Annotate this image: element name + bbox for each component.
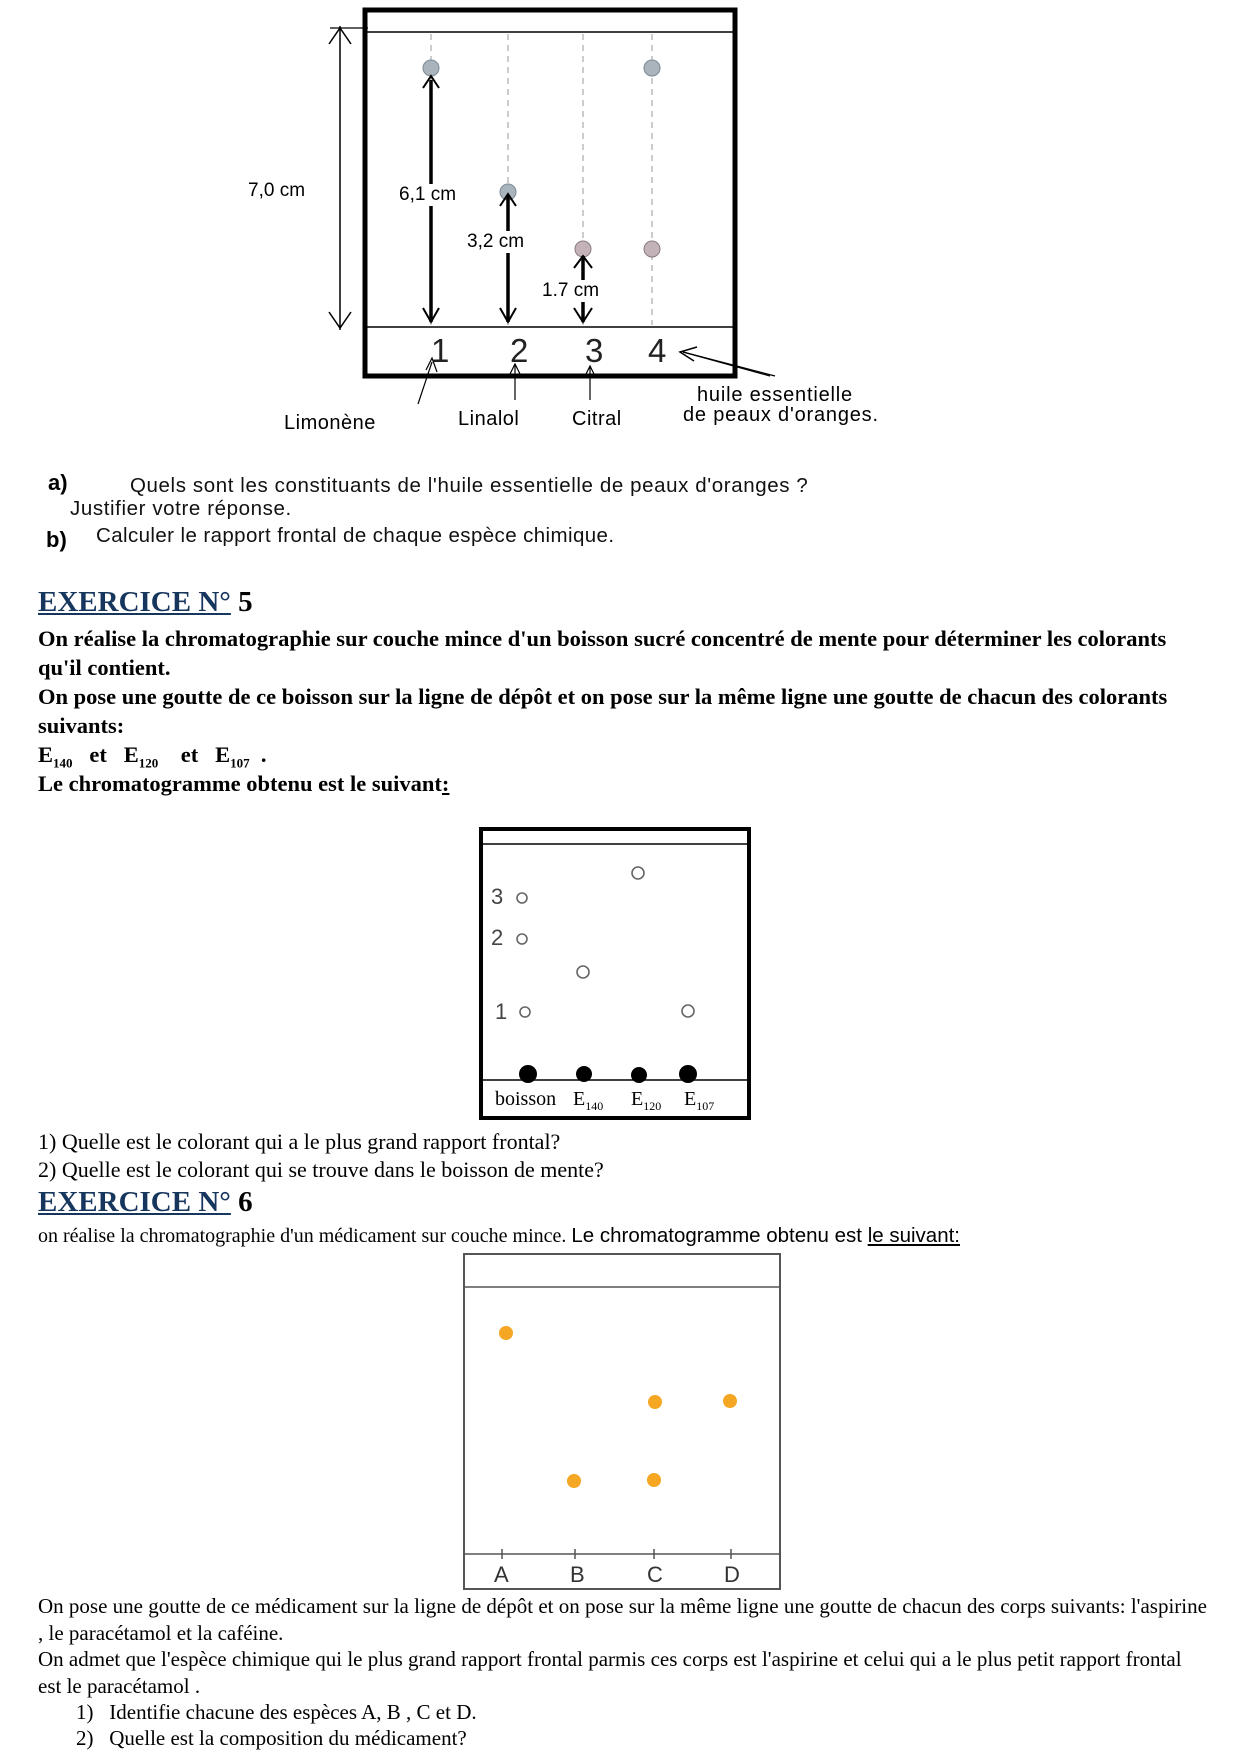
spot-limonene — [423, 60, 439, 76]
spot-oil-low — [644, 241, 660, 257]
lane-c: C — [647, 1562, 663, 1587]
chromatogram-boisson — [478, 826, 754, 1122]
ex6-question-1: 1) Identifie chacune des espèces A, B , C et D. — [76, 1700, 477, 1724]
spot-a — [499, 1326, 513, 1340]
lane-number-1: 1 — [431, 332, 450, 369]
ex5-paragraph-3: Le chromatogramme obtenu est le suivant: — [38, 771, 450, 796]
lane-label-e140: $E_{140}$ — [573, 1088, 604, 1113]
ex6-question-2: 2) Quelle est la composition du médicament? — [76, 1726, 467, 1750]
lane-b: B — [570, 1562, 585, 1587]
distance-total: 7,0 cm — [248, 180, 306, 201]
chromatogram-medicament — [463, 1253, 783, 1591]
distance-linalol: 3,2 cm — [467, 231, 525, 252]
ex5-title-number: 5 — [238, 586, 253, 618]
lane-label-e107: $E_{107}$ — [684, 1088, 715, 1113]
spot-label-3: 3 — [491, 884, 504, 909]
ex6-title-label: EXERCICE N° — [38, 1186, 231, 1218]
chromatogram-oranges — [0, 0, 1240, 440]
distance-limonene: 6,1 cm — [399, 184, 457, 205]
lane-label-boisson: boisson — [495, 1088, 557, 1110]
ex6-paragraph-2: On admet que l'espèce chimique qui le plus grand rapport frontal parmis ces corps est l'aspirine et celui qui a le plus petit rapport frontal est le paracétamol . — [38, 1647, 1182, 1698]
ex5-paragraph-1: On réalise la chromatographie sur couche mince d'un boisson sucré concentré de mente pour déterminer les colorants qu'il contient. — [38, 626, 1167, 680]
ex5-paragraph-2: On pose une goutte de ce boisson sur la ligne de dépôt et on pose sur la même ligne une goutte de chacun des colorants suivants: — [38, 684, 1168, 738]
lane-number-2: 2 — [510, 332, 529, 369]
question-a-label: a) — [48, 470, 68, 495]
spot-b — [567, 1474, 581, 1488]
ex6-title — [38, 1186, 253, 1219]
ex5-title — [38, 586, 253, 619]
spot-d — [723, 1394, 737, 1408]
ex5-question-2: 2) Quelle est le colorant qui se trouve dans le boisson de mente? — [38, 1157, 604, 1182]
spot-oil-top — [644, 60, 660, 76]
lane-d: D — [724, 1562, 740, 1587]
question-a-line1: Quels sont les constituants de l'huile essentielle de peaux d'oranges ? — [130, 474, 809, 497]
lane-number-4: 4 — [648, 332, 667, 369]
ex5-title-label: EXERCICE N° — [38, 586, 231, 618]
lane-a: A — [494, 1562, 509, 1587]
question-a-line2: Justifier votre réponse. — [70, 497, 292, 520]
distance-citral: 1.7 cm — [542, 280, 600, 301]
ex5-colorants: $E_{140}$ et $E_{120}$ et $E_{107}$ . — [38, 742, 267, 771]
deposit-boisson — [519, 1065, 537, 1083]
spot-label-2: 2 — [491, 925, 504, 950]
spot-label-1: 1 — [495, 999, 508, 1024]
ex6-paragraph-1: On pose une goutte de ce médicament sur la ligne de dépôt et on pose sur la même ligne une goutte de chacun des corps suivants: l'aspirine , le paracétamol et la caféine. — [38, 1594, 1207, 1645]
ex6-intro: on réalise la chromatographie d'un médicament sur couche mince. Le chromatogramme obtenu est le suivant: — [38, 1224, 960, 1247]
spot-c-upper — [648, 1395, 662, 1409]
label-citral: Citral — [572, 408, 622, 430]
lane-label-e120: $E_{120}$ — [631, 1088, 662, 1113]
deposit-e107 — [679, 1065, 697, 1083]
label-linalol: Linalol — [458, 408, 520, 430]
label-oil-line2: de peaux d'oranges. — [683, 404, 879, 426]
ex6-title-number: 6 — [238, 1186, 253, 1218]
label-oil-line1: huile essentielle — [697, 384, 853, 406]
label-limonene: Limonène — [284, 412, 376, 434]
question-b-text: Calculer le rapport frontal de chaque espèce chimique. — [96, 524, 615, 547]
question-b-label: b) — [46, 527, 67, 552]
spot-c-lower — [647, 1473, 661, 1487]
ex5-question-1: 1) Quelle est le colorant qui a le plus grand rapport frontal? — [38, 1129, 561, 1154]
lane-number-3: 3 — [585, 332, 604, 369]
deposit-e120 — [631, 1067, 647, 1083]
deposit-e140 — [576, 1066, 592, 1082]
